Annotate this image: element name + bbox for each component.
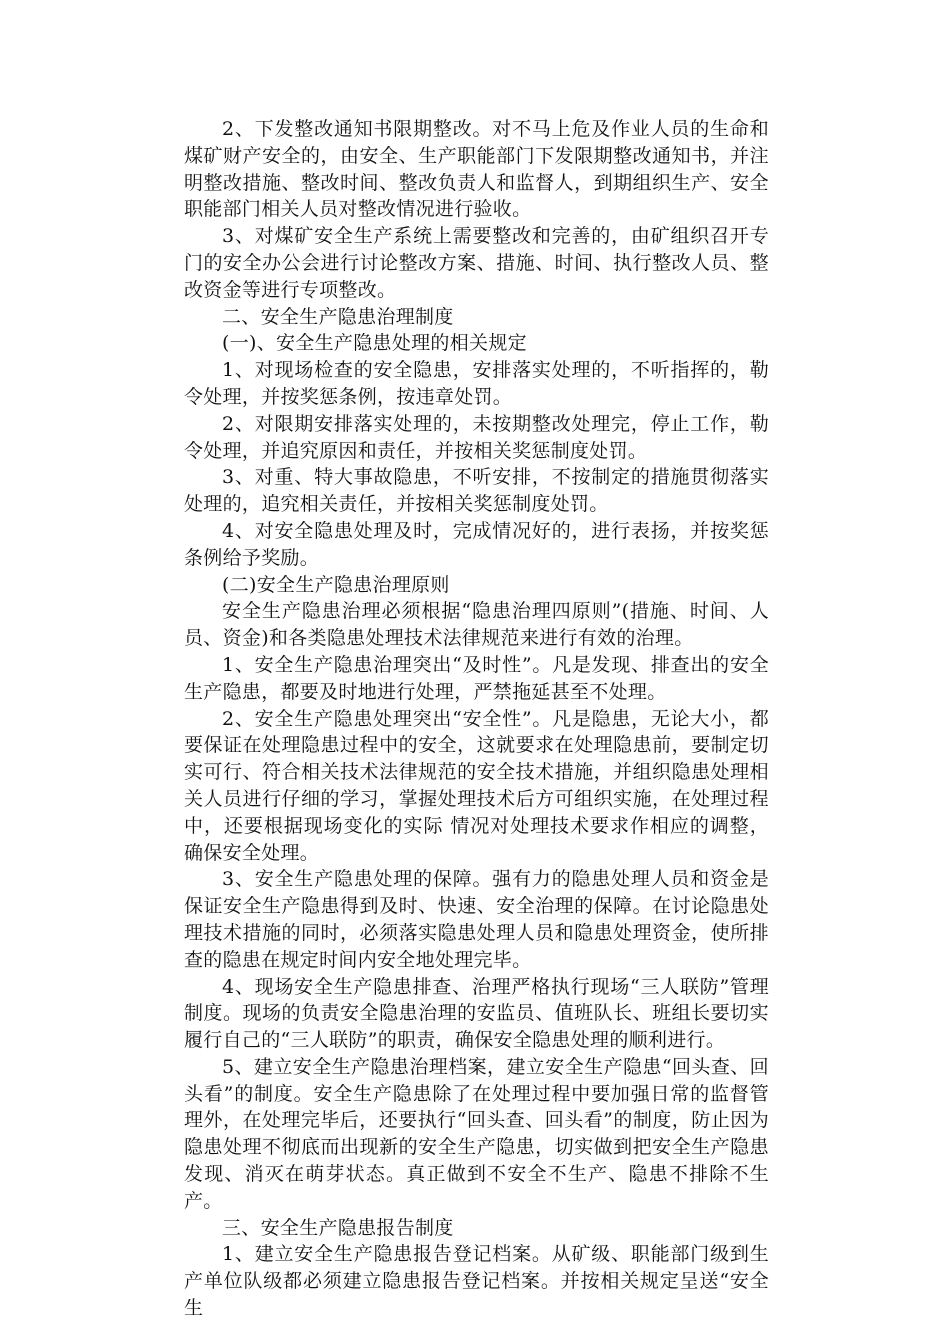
document-page <box>184 116 769 1322</box>
paragraph-rectification-notice: 2、下发整改通知书限期整改。对不马上危及作业人员的生命和煤矿财产安全的，由安全、生产职能部门下发限期整改通知书，并注明整改措施、整改时间、整改负责人和监督人，到期组织生产、安全职能部门相关人员对整改情况进行验收。 <box>184 118 769 221</box>
paragraph-principles-intro: 安全生产隐患治理必须根据“隐患治理四原则”(措施、时间、人员、资金)和各类隐患处理技术法律规范来进行有效的治理。 <box>184 600 769 650</box>
paragraph-rule-4: 4、对安全隐患处理及时，完成情况好的，进行表扬，并按奖惩条例给予奖励。 <box>184 519 769 569</box>
subsection-heading-2-1: (一)、安全生产隐患处理的相关规定 <box>222 332 527 355</box>
paragraph-special-rectification: 3、对煤矿安全生产系统上需要整改和完善的，由矿组织召开专门的安全办公会进行讨论整改方案、措施、时间、执行整改人员、整改资金等进行专项整改。 <box>184 225 769 301</box>
paragraph-principle-3: 3、安全生产隐患处理的保障。强有力的隐患处理人员和资金是保证安全生产隐患得到及时、快速、安全治理的保障。在讨论隐患处理技术措施的同时，必须落实隐患处理人员和隐患处理资金，使所排查的隐患在规定时间内安全地处理完毕。 <box>184 868 769 971</box>
paragraph-principle-5: 5、建立安全生产隐患治理档案，建立安全生产隐患“回头查、回头看”的制度。安全生产隐患除了在处理过程中要加强日常的监督管理外，在处理完毕后，还要执行“回头查、回头看”的制度，防止因为隐患处理不彻底而出现新的安全生产隐患，切实做到把安全生产隐患发现、消灭在萌芽状态。真正做到不安全不生产、隐患不排除不生产。 <box>184 1055 769 1212</box>
section-heading-3: 三、安全生产隐患报告制度 <box>222 1216 454 1239</box>
paragraph-principle-1: 1、安全生产隐患治理突出“及时性”。凡是发现、排查出的安全生产隐患，都要及时地进行处理，严禁拖延甚至不处理。 <box>184 653 769 703</box>
paragraph-rule-3: 3、对重、特大事故隐患，不听安排，不按制定的措施贯彻落实处理的，追究相关责任，并按相关奖惩制度处罚。 <box>184 466 769 516</box>
paragraph-principle-2: 2、安全生产隐患处理突出“安全性”。凡是隐患，无论大小，都要保证在处理隐患过程中的安全，这就要求在处理隐患前，要制定切实可行、符合相关技术法律规范的安全技术措施，并组织隐患处理相关人员进行仔细的学习，掌握处理技术后方可组织实施，在处理过程中，还要根据现场变化的实际 情况对处理技术要求作相应的调整，确保安全处理。 <box>184 707 769 864</box>
paragraph-report-1: 1、建立安全生产隐患报告登记档案。从矿级、职能部门级到生产单位队级都必须建立隐患报告登记档案。并按相关规定呈送“安全生 <box>184 1243 769 1320</box>
subsection-heading-2-2: (二)安全生产隐患治理原则 <box>222 573 450 596</box>
paragraph-principle-4: 4、现场安全生产隐患排查、治理严格执行现场“三人联防”管理制度。现场的负责安全隐患治理的安监员、值班队长、班组长要切实履行自己的“三人联防”的职责，确保安全隐患处理的顺利进行。 <box>184 975 769 1052</box>
paragraph-rule-2: 2、对限期安排落实处理的，未按期整改处理完，停止工作，勒令处理，并追究原因和责任，并按相关奖惩制度处罚。 <box>184 412 769 462</box>
paragraph-rule-1: 1、对现场检查的安全隐患，安排落实处理的，不听指挥的，勒令处理，并按奖惩条例，按违章处罚。 <box>184 359 769 408</box>
section-heading-2: 二、安全生产隐患治理制度 <box>222 305 454 328</box>
